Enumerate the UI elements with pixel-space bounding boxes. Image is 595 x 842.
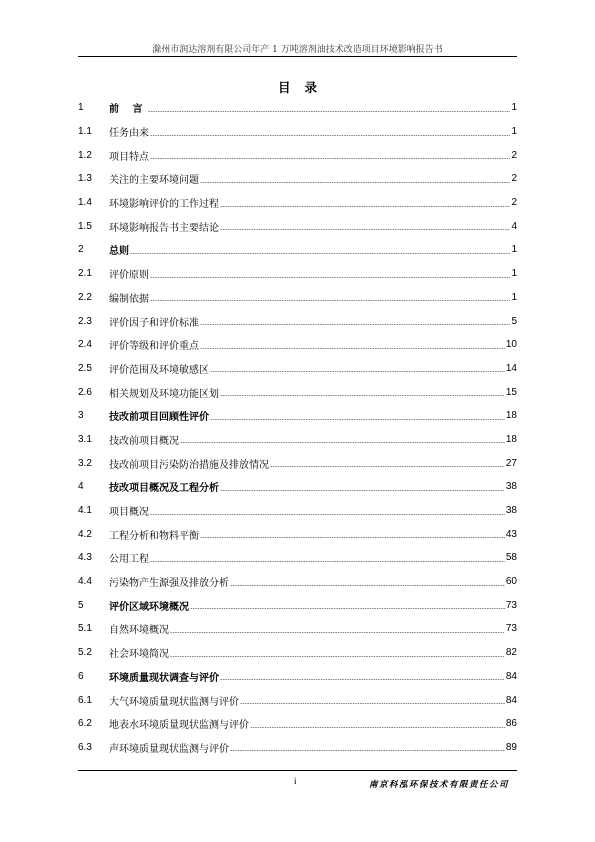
toc-entry-label: 评价区域环境概况: [109, 601, 189, 613]
toc-entry[interactable]: [78, 451, 517, 475]
dot-leader: [150, 158, 510, 159]
toc-entry[interactable]: [78, 96, 517, 120]
toc-entry-label: 关注的主要环境问题: [109, 175, 199, 187]
toc-entry-number: 4.2: [78, 528, 92, 540]
toc-entry-page: 73: [505, 623, 517, 635]
toc-entry-page: 43: [505, 528, 517, 540]
toc-entry-label: 技改前项目概况: [109, 435, 179, 447]
toc-entry-page: 27: [505, 457, 517, 469]
toc-entry-label: 声环境质量现状监测与评价: [109, 743, 229, 755]
toc-entry-label: 前 言: [109, 104, 148, 116]
dot-leader: [230, 585, 505, 586]
toc-entry-page: 86: [505, 718, 517, 730]
toc-entry[interactable]: [78, 546, 517, 570]
toc-entry[interactable]: [78, 712, 517, 736]
toc-entry-page: 84: [505, 694, 517, 706]
toc-entry-number: 1.5: [78, 220, 92, 232]
toc-entry-label: 技改前项目回顾性评价: [109, 412, 209, 424]
toc-entry[interactable]: [78, 499, 517, 523]
toc-entry-page: 89: [505, 741, 517, 753]
toc-entry-page: 82: [505, 647, 517, 659]
toc-entry[interactable]: [78, 736, 517, 760]
toc-entry-number: 1.3: [78, 173, 92, 185]
toc-entry-number: 1.4: [78, 197, 92, 209]
toc-entry[interactable]: [78, 167, 517, 191]
toc-entry-number: 3.2: [78, 457, 92, 469]
dot-leader: [220, 229, 510, 230]
toc-entry[interactable]: [78, 404, 517, 428]
toc-entry-number: 2.5: [78, 362, 92, 374]
dot-leader: [220, 679, 505, 680]
toc-entry-page: 4: [511, 220, 517, 232]
toc-entry[interactable]: [78, 333, 517, 357]
toc-entry-label: 任务由来: [109, 128, 149, 140]
toc-entry-number: 5.2: [78, 647, 92, 659]
dot-leader: [148, 111, 510, 112]
footer-company-name: 南京科泓环保技术有限责任公司: [368, 780, 509, 790]
dot-leader: [250, 727, 505, 728]
footer-rule: [78, 770, 517, 771]
toc-entry[interactable]: [78, 688, 517, 712]
footer-page-number: i: [294, 776, 297, 786]
dot-leader: [200, 537, 505, 538]
toc-entry[interactable]: [78, 143, 517, 167]
toc-entry-page: 15: [505, 386, 517, 398]
toc-entry-number: 1.1: [78, 126, 92, 138]
toc-entry[interactable]: [78, 475, 517, 499]
toc-entry-number: 2.4: [78, 339, 92, 351]
toc-entry[interactable]: [78, 641, 517, 665]
toc-entry-label: 评价等级和评价重点: [109, 341, 199, 353]
dot-leader: [210, 419, 505, 420]
toc-entry-number: 2.6: [78, 386, 92, 398]
toc-entry-label: 技改项目概况及工程分析: [109, 483, 219, 495]
toc-entry-page: 1: [511, 268, 517, 280]
dot-leader: [150, 300, 510, 301]
dot-leader: [150, 514, 505, 515]
toc-entry-label: 地表水环境质量现状监测与评价: [109, 720, 249, 732]
dot-leader: [150, 277, 510, 278]
toc-entry-label: 评价范围及环境敏感区: [109, 364, 209, 376]
toc-entry-page: 38: [505, 505, 517, 517]
toc-entry[interactable]: [78, 286, 517, 310]
running-header: 滁州市润达溶剂有限公司年产 1 万吨溶剂油技术改造项目环境影响报告书: [152, 45, 443, 55]
toc-entry-number: 2.3: [78, 315, 92, 327]
toc-entry-label: 公用工程: [109, 554, 149, 566]
toc-entry-label: 环境影响报告书主要结论: [109, 222, 219, 234]
toc-entry-page: 73: [505, 599, 517, 611]
toc-entry[interactable]: [78, 428, 517, 452]
toc-entry[interactable]: [78, 357, 517, 381]
toc-entry-number: 4: [78, 481, 84, 493]
toc-entry[interactable]: [78, 617, 517, 641]
toc-entry-page: 18: [505, 410, 517, 422]
toc-entry-number: 6: [78, 670, 84, 682]
toc-entry-number: 6.3: [78, 741, 92, 753]
toc-entry-page: 18: [505, 433, 517, 445]
dot-leader: [220, 490, 505, 491]
toc-entry-page: 2: [511, 149, 517, 161]
dot-leader: [210, 371, 505, 372]
toc-entry-page: 1: [511, 102, 517, 114]
toc-entry[interactable]: [78, 309, 517, 333]
toc-title: 目录: [277, 80, 331, 95]
toc-entry-label: 自然环境概况: [109, 625, 169, 637]
toc-entry[interactable]: [78, 665, 517, 689]
toc-entry-number: 5: [78, 599, 84, 611]
dot-leader: [230, 750, 505, 751]
dot-leader: [180, 442, 505, 443]
toc-entry-label: 编制依据: [109, 293, 149, 305]
dot-leader: [220, 395, 505, 396]
toc-entry-number: 3.1: [78, 433, 92, 445]
toc-entry-label: 项目概况: [109, 507, 149, 519]
toc-entry-page: 1: [511, 244, 517, 256]
dot-leader: [170, 656, 505, 657]
table-of-contents: [78, 96, 517, 759]
toc-entry-page: 38: [505, 481, 517, 493]
dot-leader: [200, 182, 510, 183]
dot-leader: [240, 703, 505, 704]
toc-entry[interactable]: [78, 120, 517, 144]
dot-leader: [200, 324, 510, 325]
toc-entry-label: 环境质量现状调查与评价: [109, 672, 219, 684]
toc-entry-number: 1.2: [78, 149, 92, 161]
toc-entry-label: 技改前项目污染防治措施及排放情况: [109, 459, 269, 471]
toc-entry-page: 1: [511, 291, 517, 303]
toc-entry-label: 总则: [109, 246, 129, 258]
dot-leader: [220, 206, 510, 207]
toc-entry[interactable]: [78, 238, 517, 262]
toc-entry-label: 社会环境简况: [109, 649, 169, 661]
toc-entry-number: 1: [78, 102, 84, 114]
toc-entry-number: 5.1: [78, 623, 92, 635]
dot-leader: [190, 608, 505, 609]
toc-entry-label: 污染物产生源强及排放分析: [109, 578, 229, 590]
toc-entry-page: 5: [511, 315, 517, 327]
toc-entry[interactable]: [78, 522, 517, 546]
toc-entry-number: 2.1: [78, 268, 92, 280]
toc-entry-page: 84: [505, 670, 517, 682]
toc-entry-page: 1: [511, 126, 517, 138]
toc-entry-label: 相关规划及环境功能区划: [109, 388, 219, 400]
header-rule: [78, 56, 517, 57]
toc-entry-number: 3: [78, 410, 84, 422]
dot-leader: [170, 632, 505, 633]
toc-entry-number: 6.2: [78, 718, 92, 730]
toc-entry[interactable]: [78, 380, 517, 404]
toc-entry[interactable]: [78, 191, 517, 215]
toc-entry-label: 评价因子和评价标准: [109, 317, 199, 329]
toc-entry-label: 项目特点: [109, 151, 149, 163]
toc-entry-number: 4.3: [78, 552, 92, 564]
toc-entry-number: 2: [78, 244, 84, 256]
toc-entry-number: 2.2: [78, 291, 92, 303]
toc-entry-page: 2: [511, 197, 517, 209]
toc-entry-label: 大气环境质量现状监测与评价: [109, 696, 239, 708]
toc-entry-label: 工程分析和物料平衡: [109, 530, 199, 542]
toc-entry-page: 10: [505, 339, 517, 351]
toc-entry[interactable]: [78, 570, 517, 594]
dot-leader: [150, 135, 510, 136]
dot-leader: [130, 253, 510, 254]
toc-entry-number: 4.1: [78, 505, 92, 517]
toc-entry-page: 58: [505, 552, 517, 564]
toc-entry[interactable]: [78, 214, 517, 238]
toc-entry[interactable]: [78, 262, 517, 286]
dot-leader: [150, 561, 505, 562]
toc-entry-page: 14: [505, 362, 517, 374]
toc-entry-page: 60: [505, 576, 517, 588]
dot-leader: [270, 466, 505, 467]
toc-entry-label: 环境影响评价的工作过程: [109, 199, 219, 211]
toc-entry[interactable]: [78, 593, 517, 617]
toc-entry-label: 评价原则: [109, 270, 149, 282]
toc-entry-page: 2: [511, 173, 517, 185]
toc-entry-number: 4.4: [78, 576, 92, 588]
dot-leader: [200, 348, 505, 349]
toc-entry-number: 6.1: [78, 694, 92, 706]
